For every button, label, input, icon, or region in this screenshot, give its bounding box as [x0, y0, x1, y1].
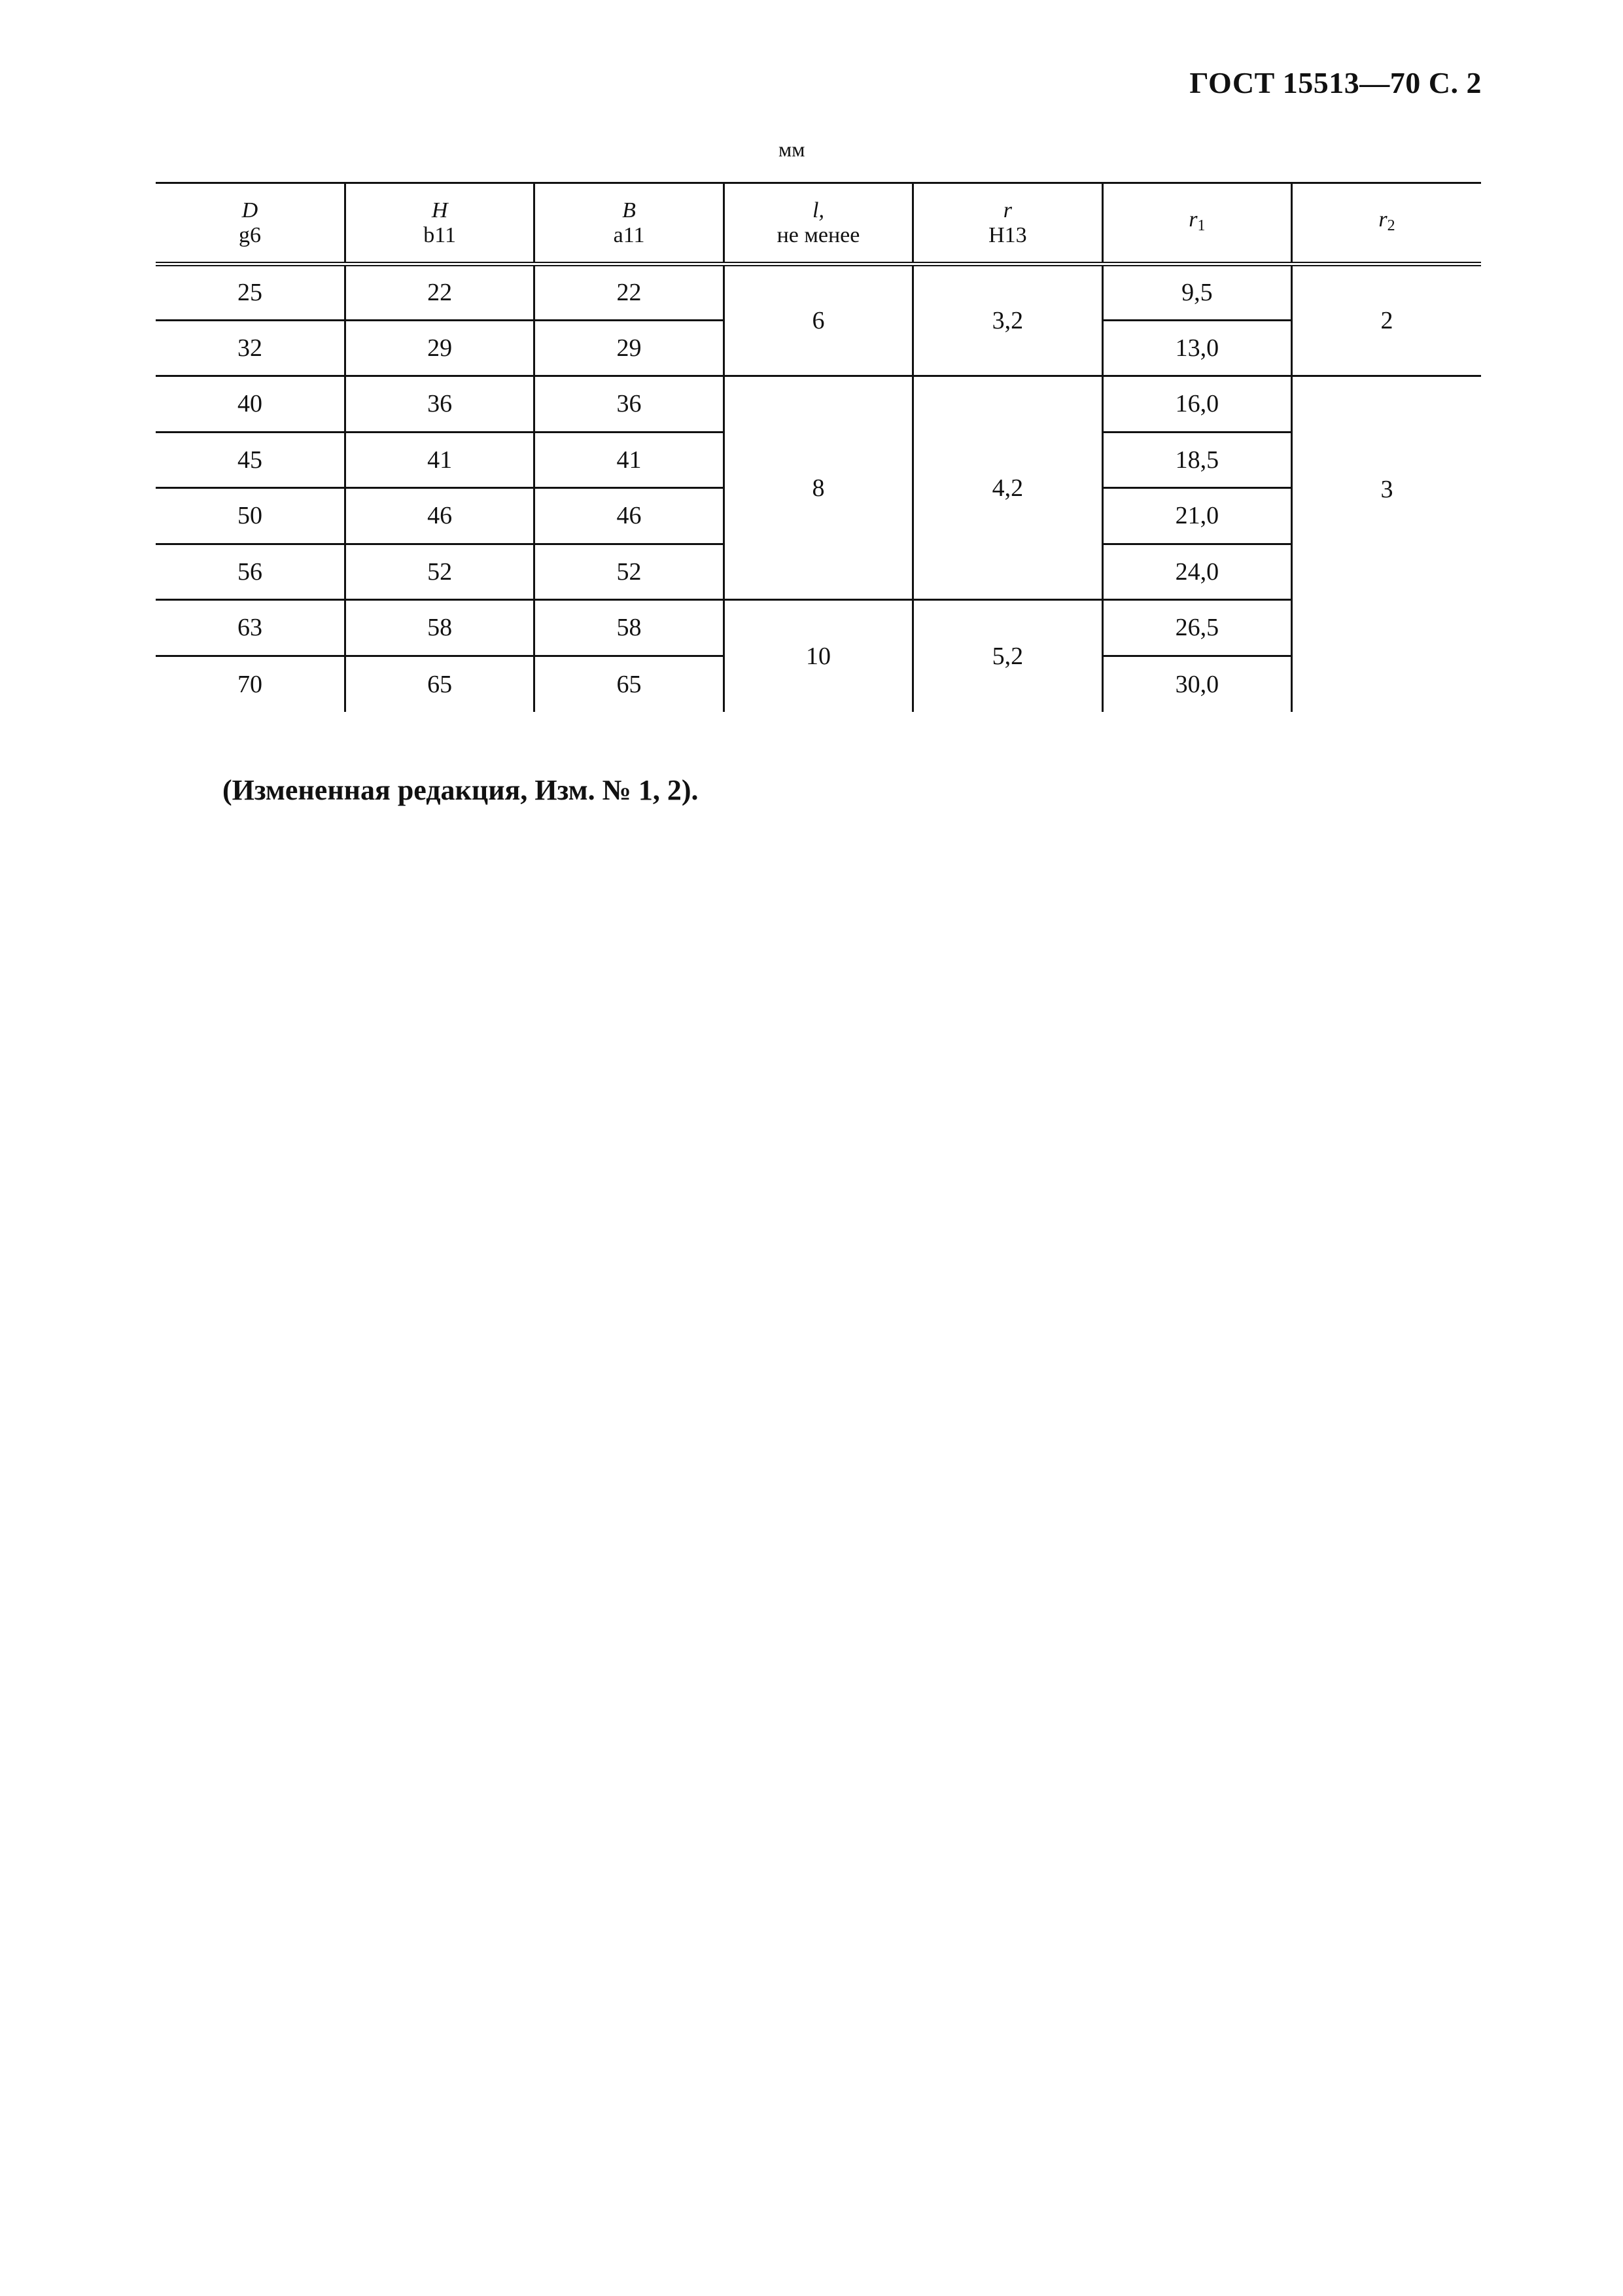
cell-r1: 13,0	[1102, 320, 1291, 376]
col-header-symbol: r	[1378, 207, 1387, 232]
table-row	[156, 376, 1481, 433]
cell-r1: 18,5	[1102, 432, 1291, 488]
cell-d: 63	[156, 600, 345, 656]
col-header-h	[345, 183, 534, 264]
cell-l: 10	[724, 600, 913, 712]
table-row	[156, 600, 1481, 656]
units-label: мм	[778, 137, 805, 161]
col-header-symbol: r	[1189, 207, 1198, 232]
cell-h: 22	[345, 264, 534, 321]
col-header-tolerance: a11	[613, 222, 645, 247]
cell-l: 8	[724, 376, 913, 600]
cell-h: 58	[345, 600, 534, 656]
cell-r1: 30,0	[1102, 656, 1291, 712]
col-header-tolerance: не менее	[777, 222, 860, 247]
col-header-symbol: l,	[812, 198, 824, 222]
cell-r1: 26,5	[1102, 600, 1291, 656]
col-header-tolerance: g6	[238, 222, 261, 247]
cell-d: 25	[237, 279, 262, 307]
cell-d: 40	[156, 376, 345, 433]
col-header-r2	[1292, 183, 1481, 264]
cell-r: 5,2	[913, 600, 1102, 712]
cell-d: 56	[156, 544, 345, 600]
cell-b: 58	[534, 600, 724, 656]
table-row	[156, 264, 1481, 321]
cell-b: 36	[534, 376, 724, 433]
col-header-tolerance: H13	[988, 222, 1027, 247]
cell-h: 29	[345, 320, 534, 376]
col-header-subscript: 1	[1197, 217, 1206, 234]
cell-r1: 16,0	[1102, 376, 1291, 433]
col-header-d	[156, 183, 345, 264]
cell-r2: 2	[1292, 264, 1481, 376]
cell-l: 6	[724, 264, 913, 376]
col-header-r1	[1102, 183, 1291, 264]
cell-d: 45	[156, 432, 345, 488]
cell-b: 22	[534, 264, 724, 321]
col-header-symbol: B	[622, 198, 636, 222]
dimensions-table	[156, 182, 1481, 712]
col-header-symbol: D	[241, 198, 258, 222]
cell-h: 52	[345, 544, 534, 600]
col-header-b	[534, 183, 724, 264]
revision-note: (Измененная редакция, Изм. № 1, 2).	[222, 774, 699, 806]
col-header-symbol: H	[431, 198, 448, 222]
col-header-l	[724, 183, 913, 264]
cell-r: 4,2	[913, 376, 1102, 600]
col-header-subscript: 2	[1387, 217, 1395, 234]
col-header-r	[913, 183, 1102, 264]
cell-d: 32	[156, 320, 345, 376]
cell-r1: 9,5	[1102, 264, 1291, 321]
cell-r1: 24,0	[1102, 544, 1291, 600]
cell-r2: 3	[1292, 376, 1481, 712]
cell-b: 46	[534, 488, 724, 544]
cell-d: 70	[156, 656, 345, 712]
cell-h: 46	[345, 488, 534, 544]
table-header-row	[156, 183, 1481, 264]
cell-b: 65	[534, 656, 724, 712]
cell-r1: 21,0	[1102, 488, 1291, 544]
cell-b: 52	[534, 544, 724, 600]
cell-r: 3,2	[913, 264, 1102, 376]
col-header-symbol: r	[1003, 198, 1013, 222]
cell-h: 36	[345, 376, 534, 433]
col-header-tolerance: b11	[423, 222, 456, 247]
cell-h: 41	[345, 432, 534, 488]
cell-h: 65	[345, 656, 534, 712]
cell-b: 41	[534, 432, 724, 488]
cell-b: 29	[534, 320, 724, 376]
page-header: ГОСТ 15513—70 С. 2	[1189, 66, 1482, 99]
cell-d: 50	[156, 488, 345, 544]
